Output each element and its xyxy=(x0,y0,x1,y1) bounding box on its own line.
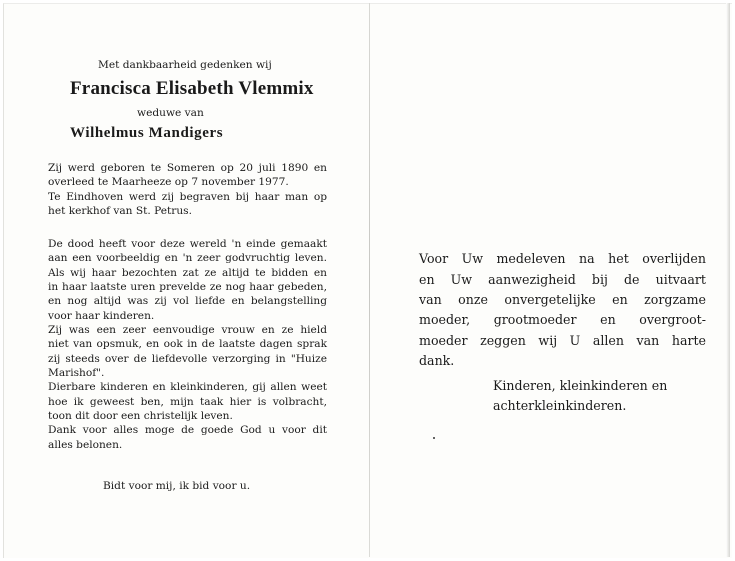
text-line: in haar laatste uren prevelde ze nog haar gebeden, xyxy=(48,281,327,293)
bio-line: overleed te Maarheeze op 7 november 1977. xyxy=(48,176,289,188)
text-line: Marishof". xyxy=(48,367,105,379)
signature-line: achterkleinkinderen. xyxy=(493,398,627,413)
text-line: zij steeds over de liefdevolle verzorging in "Huize xyxy=(48,353,327,365)
deceased-name: Francisca Elisabeth Vlemmix xyxy=(70,78,314,99)
text-line: Als wij haar bezochten zat ze altijd te bidden en xyxy=(48,267,327,279)
thanks-line: moeder, grootmoeder en overgroot- xyxy=(419,312,706,327)
text-line: hoe ik geweest ben, mijn taak hier is volbracht, xyxy=(48,396,327,408)
text-line: aan een voorbeeldig en 'n zeer godvruchtig leven. xyxy=(48,252,327,264)
signature-line: Kinderen, kleinkinderen en xyxy=(493,378,668,393)
text-line: Dierbare kinderen en kleinkinderen, gij allen weet xyxy=(48,381,327,393)
husband-name: Wilhelmus Mandigers xyxy=(70,125,224,141)
bio-line: Te Eindhoven werd zij begraven bij haar man op xyxy=(48,191,327,203)
text-line: en nog altijd was zij vol liefde en belangstelling xyxy=(48,295,327,307)
text-line: Dank voor alles moge de goede God u voor dit xyxy=(48,424,327,436)
text-line: Zij was een zeer eenvoudige vrouw en ze hield xyxy=(48,324,327,336)
thanks-line: Voor Uw medeleven na het overlijden xyxy=(419,251,706,266)
text-line: niet van opsmuk, en ook in de laatste dagen sprak xyxy=(48,338,327,350)
bio-line: het kerkhof van St. Petrus. xyxy=(48,205,192,217)
bio-line: Zij werd geboren te Someren op 20 juli 1890 en xyxy=(48,162,327,174)
card-edge xyxy=(726,3,730,557)
text-line: toon dit door een christelijk leven. xyxy=(48,410,233,422)
card-fold xyxy=(369,3,370,557)
closing-line: Bidt voor mij, ik bid voor u. xyxy=(103,480,251,492)
thanks-line: en Uw aanwezigheid bij de uitvaart xyxy=(419,272,706,287)
text-line: voor haar kinderen. xyxy=(48,310,155,322)
thanks-line: moeder zeggen wij U allen van harte xyxy=(419,333,706,348)
intro-line: Met dankbaarheid gedenken wij xyxy=(98,59,272,71)
widow-of-line: weduwe van xyxy=(137,107,204,119)
thanks-line: van onze onvergetelijke en zorgzame xyxy=(419,292,706,307)
text-line: De dood heeft voor deze wereld 'n einde gemaakt xyxy=(48,238,327,250)
ink-speck xyxy=(433,437,435,439)
text-line: alles belonen. xyxy=(48,439,123,451)
thanks-line: dank. xyxy=(419,353,455,368)
